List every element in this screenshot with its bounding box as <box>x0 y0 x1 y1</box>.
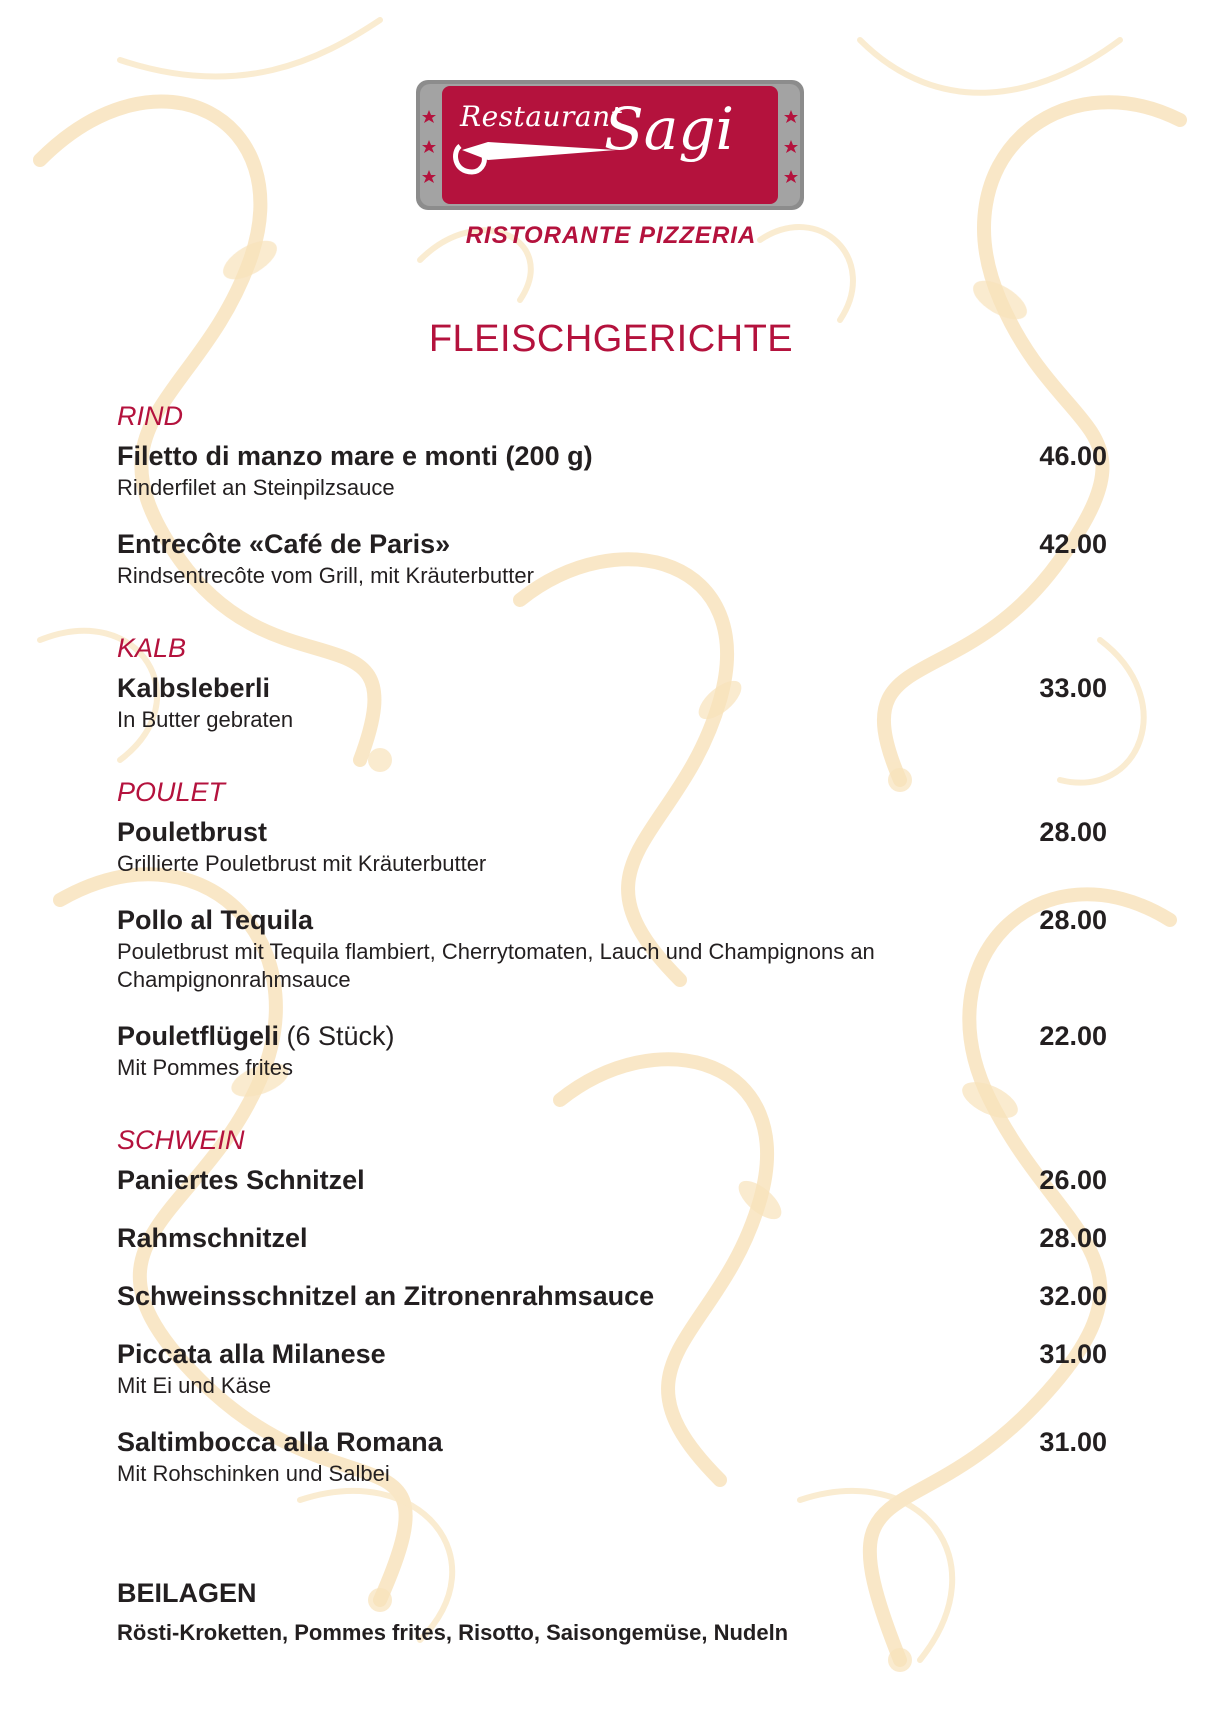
item-price: 33.00 <box>1039 673 1107 703</box>
menu-item <box>117 526 1107 590</box>
beilagen-title: BEILAGEN <box>117 1578 257 1608</box>
item-name: Rahmschnitzel <box>117 1223 308 1253</box>
item-description: Mit Pommes frites <box>117 1055 294 1080</box>
item-name: Entrecôte «Café de Paris» <box>117 529 451 559</box>
section-label: KALB <box>117 633 187 663</box>
item-description: Rindsentrecôte vom Grill, mit Kräuterbutter <box>117 563 534 588</box>
item-name: Filetto di manzo mare e monti (200 g) <box>117 441 593 471</box>
item-price: 46.00 <box>1039 441 1107 471</box>
item-name: Pouletflügeli <box>117 1021 279 1051</box>
item-price: 32.00 <box>1039 1281 1107 1311</box>
section-label: SCHWEIN <box>117 1125 245 1155</box>
item-name: Schweinsschnitzel an Zitronenrahmsauce <box>117 1281 655 1311</box>
logo-word-name: Sagi <box>604 95 734 163</box>
section-label: POULET <box>117 777 226 807</box>
restaurant-logo <box>416 80 804 210</box>
menu-item <box>117 1162 1107 1198</box>
item-name: Paniertes Schnitzel <box>117 1165 365 1195</box>
section-poulet <box>117 774 1107 1082</box>
item-price: 28.00 <box>1039 817 1107 847</box>
menu-item <box>117 902 1107 994</box>
subtitle: RISTORANTE PIZZERIA <box>465 222 757 249</box>
item-description: Mit Rohschinken und Salbei <box>117 1461 390 1486</box>
item-price: 22.00 <box>1039 1021 1107 1051</box>
item-name-extra: (6 Stück) <box>279 1021 395 1051</box>
item-price: 28.00 <box>1039 905 1107 935</box>
section-schwein <box>117 1122 1107 1488</box>
item-name: Kalbsleberli <box>117 673 271 703</box>
menu-item <box>117 438 1107 502</box>
menu-item <box>117 1018 1107 1082</box>
menu-item <box>117 1336 1107 1400</box>
menu-item <box>117 1220 1107 1256</box>
item-price: 31.00 <box>1039 1427 1107 1457</box>
menu-list <box>117 398 1107 1488</box>
item-name-row <box>117 1018 1107 1054</box>
item-price: 31.00 <box>1039 1339 1107 1369</box>
menu-item <box>117 814 1107 878</box>
menu-item <box>117 670 1107 734</box>
item-name: Pouletbrust <box>117 817 268 847</box>
menu-item <box>117 1424 1107 1488</box>
section-rind <box>117 398 1107 590</box>
item-name: Pollo al Tequila <box>117 905 314 935</box>
item-price: 42.00 <box>1039 529 1107 559</box>
item-description: Mit Ei und Käse <box>117 1373 272 1398</box>
item-description: Pouletbrust mit Tequila flambiert, Cherrytomaten, Lauch und Champignons an Champignonrahmsauce <box>117 939 875 992</box>
item-price: 28.00 <box>1039 1223 1107 1253</box>
item-name: Saltimbocca alla Romana <box>117 1427 443 1457</box>
beilagen-text: Rösti-Kroketten, Pommes frites, Risotto, Saisongemüse, Nudeln <box>117 1620 789 1645</box>
page-title: FLEISCHGERICHTE <box>428 318 794 360</box>
item-description: In Butter gebraten <box>117 707 294 732</box>
item-price: 26.00 <box>1039 1165 1107 1195</box>
item-description: Grillierte Pouletbrust mit Kräuterbutter <box>117 851 487 876</box>
logo-word-restaurant: Restaurant <box>460 100 623 133</box>
item-description: Rinderfilet an Steinpilzsauce <box>117 475 395 500</box>
section-kalb <box>117 630 1107 734</box>
item-name: Piccata alla Milanese <box>117 1339 386 1369</box>
section-label: RIND <box>117 401 183 431</box>
menu-item <box>117 1278 1107 1314</box>
